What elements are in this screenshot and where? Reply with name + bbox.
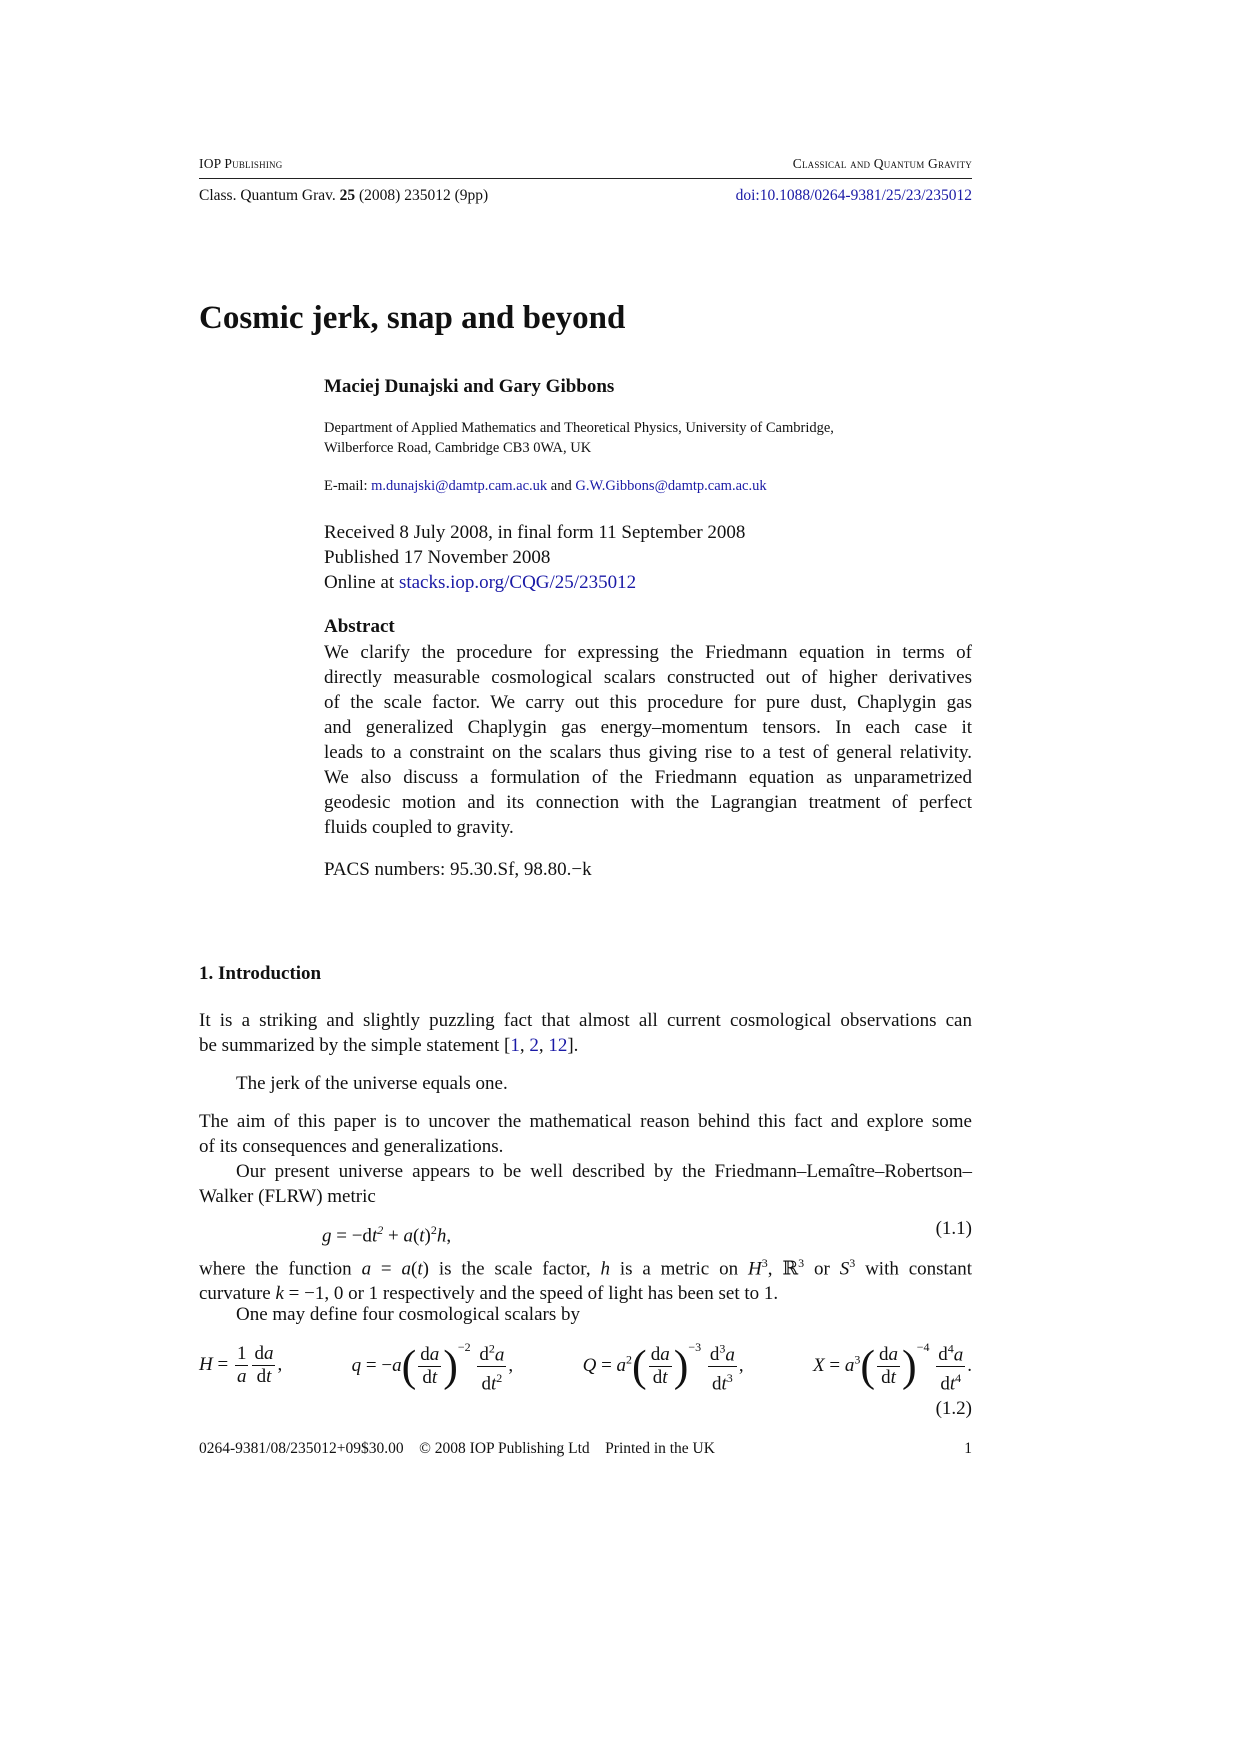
paragraph-line: curvature k = −1, 0 or 1 respectively and the speed of light has been set to 1. (199, 1283, 779, 1305)
paragraph-5: One may define four cosmological scalars by (236, 1304, 580, 1325)
affiliation-line: Department of Applied Mathematics and Theoretical Physics, University of Cambridge, (324, 420, 834, 436)
publisher-name: IOP Publishing (199, 156, 283, 171)
header-rule (199, 178, 972, 179)
equation-1-1: $g = -dt^2 + a(t)^2h$, (322, 1223, 452, 1247)
paragraph-3 (199, 1159, 972, 1209)
text-span: be summarized by the simple statement [ (199, 1035, 511, 1056)
paragraph-line: where the function a = a(t) is the scale factor, h is a metric on $H^3$, ℝ$^3$ or $S^3$ with constant (199, 1256, 973, 1280)
abstract-line: geodesic motion and its connection with the Lagrangian treatment of perfect (324, 792, 972, 813)
doi-link[interactable]: doi:10.1088/0264-9381/25/23/235012 (735, 187, 972, 204)
equation-number: (1.2) (935, 1398, 972, 1419)
paragraph-line: The aim of this paper is to uncover the mathematical reason behind this fact and explore some (199, 1111, 972, 1132)
text-span: is the scale factor, (438, 1258, 591, 1280)
text-span: −1, 0 or 1 respectively and the speed of light has been set to 1. (304, 1283, 779, 1305)
reference-link-12[interactable]: 12 (548, 1035, 568, 1056)
abstract-line: We also discuss a formulation of the Friedmann equation as unparametrized (324, 767, 972, 788)
text-span: with constant (865, 1258, 973, 1280)
quote-statement: The jerk of the universe equals one. (236, 1073, 508, 1094)
paragraph-2 (199, 1109, 972, 1159)
affiliation-line: Wilberforce Road, Cambridge CB3 0WA, UK (324, 440, 592, 456)
hubble-parameter: H = $\frac{1}{a}$ $\frac{da}{dt}$ , (199, 1342, 283, 1387)
abstract-heading: Abstract (324, 616, 395, 637)
page-number: 1 (964, 1440, 972, 1457)
citation (199, 187, 488, 205)
paragraph-line: Our present universe appears to be well described by the Friedmann–Lemaître–Robertson– (236, 1161, 972, 1182)
pacs-numbers: PACS numbers: 95.30.Sf, 98.80.−k (324, 859, 592, 880)
equation-1-2 (199, 1330, 972, 1400)
equation-number: (1.1) (935, 1218, 972, 1239)
email-link-gibbons[interactable]: G.W.Gibbons@damtp.cam.ac.uk (575, 478, 767, 494)
published-date: Published 17 November 2008 (324, 547, 551, 568)
abstract-line: and generalized Chaplygin gas energy–momentum tensors. In each case it (324, 717, 972, 738)
citation-volume: 25 (339, 187, 356, 204)
paragraph-4 (199, 1251, 972, 1306)
reference-link-2[interactable]: 2 (529, 1035, 539, 1056)
section-heading: 1. Introduction (199, 963, 322, 984)
authors: Maciej Dunajski and Gary Gibbons (324, 376, 615, 397)
email-line (324, 478, 767, 495)
text-span: is a metric on (619, 1258, 739, 1280)
abstract-body (324, 640, 972, 840)
online-link[interactable]: stacks.iop.org/CQG/25/235012 (398, 572, 637, 593)
paper-title: Cosmic jerk, snap and beyond (199, 300, 626, 336)
abstract-line: leads to a constraint on the scalars thus giving rise to a test of general relativity. (324, 742, 972, 763)
text-span: ]. (567, 1035, 579, 1056)
received-date: Received 8 July 2008, in final form 11 September 2008 (324, 522, 746, 543)
online-label: Online at (324, 572, 395, 593)
abstract-line: of the scale factor. We carry out this procedure for pure dust, Chaplygin gas (324, 692, 972, 713)
email-label: E-mail: (324, 478, 368, 494)
abstract-line: fluids coupled to gravity. (324, 817, 514, 838)
email-link-dunajski[interactable]: m.dunajski@damtp.cam.ac.uk (371, 478, 548, 494)
abstract-line: We clarify the procedure for expressing the Friedmann equation in terms of (324, 642, 972, 663)
deceleration-parameter: q = −a( $\frac{da}{dt}$ )$^{-2}$ $\frac{d^2a}{dt^2}$ , (352, 1335, 514, 1395)
citation-journal: Class. Quantum Grav. (199, 187, 336, 204)
online-line (324, 570, 745, 595)
paragraph-line: It is a striking and slightly puzzling fact that almost all current cosmological observations can (199, 1010, 972, 1031)
paragraph-line: Walker (FLRW) metric (199, 1186, 376, 1207)
paragraph-line: be summarized by the simple statement [1, 2, 12]. (199, 1035, 579, 1056)
footer-copyright: 0264-9381/08/235012+09$30.00 © 2008 IOP Publishing Ltd Printed in the UK (199, 1440, 715, 1457)
paragraph-1 (199, 1008, 972, 1058)
snap-parameter: $X = a^3$( $\frac{da}{dt}$ )$^{-4}$ $\frac{d^4a}{dt^4}$ . (813, 1335, 972, 1395)
jerk-parameter: $Q = a^2$( $\frac{da}{dt}$ )$^{-3}$ $\frac{d^3a}{dt^3}$ , (583, 1335, 744, 1395)
reference-link-1[interactable]: 1 (510, 1035, 520, 1056)
paragraph-line: of its consequences and generalizations. (199, 1136, 504, 1157)
text-span: or (814, 1258, 830, 1280)
citation-rest: (2008) 235012 (9pp) (359, 187, 489, 204)
text-span: where the function (199, 1258, 352, 1280)
affiliation (324, 418, 834, 458)
journal-name: Classical and Quantum Gravity (792, 156, 972, 171)
email-and: and (550, 478, 572, 494)
text-span: curvature (199, 1283, 271, 1305)
publication-dates (324, 520, 745, 595)
abstract-line: directly measurable cosmological scalars constructed out of higher derivatives (324, 667, 972, 688)
